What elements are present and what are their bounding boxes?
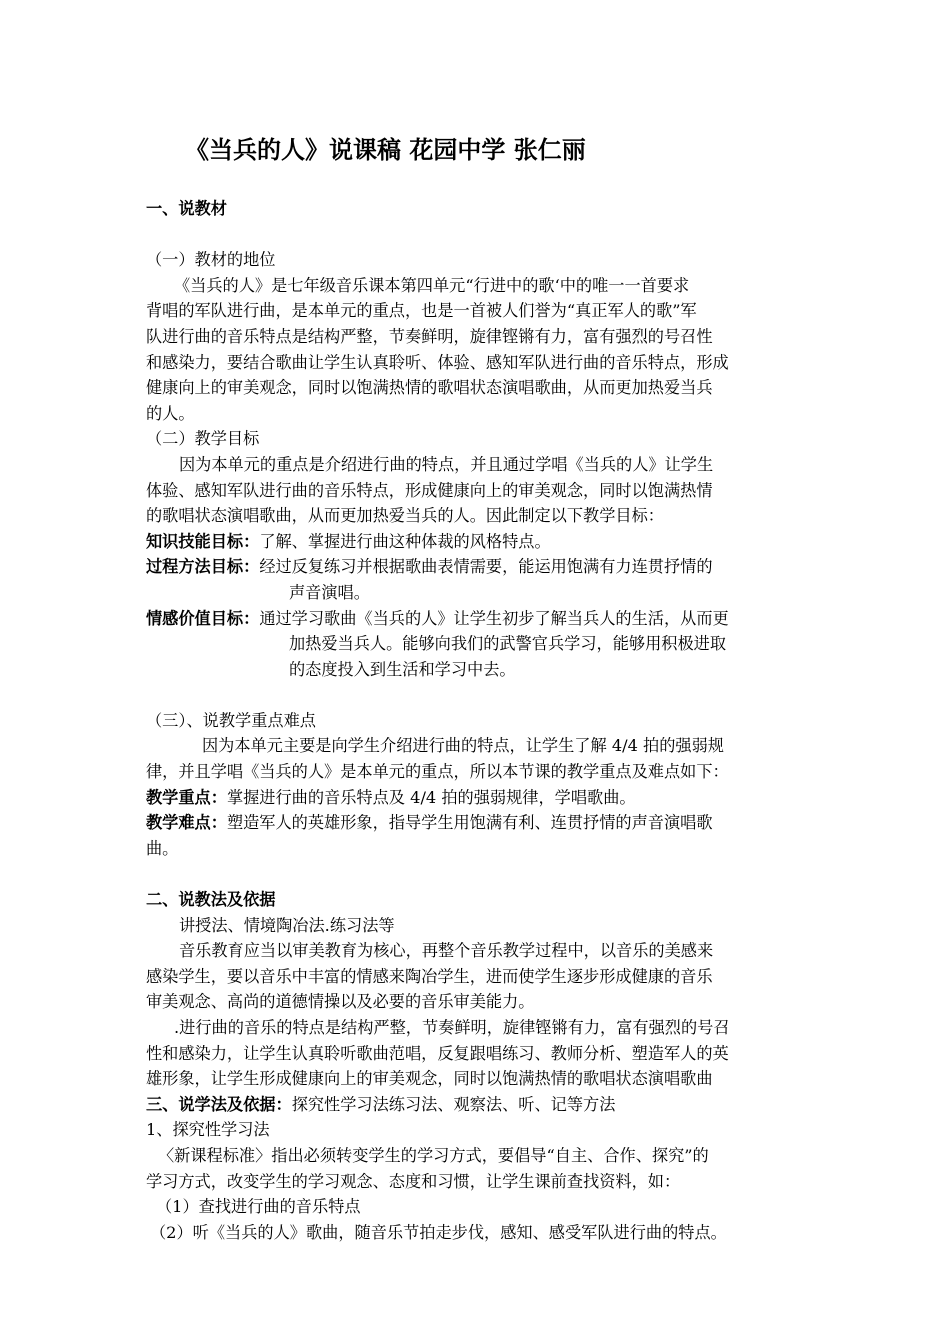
- goal-knowledge: [146, 529, 808, 555]
- teaching-difficulty: [146, 810, 808, 836]
- paragraph-line: 审美观念、高尚的道德情操以及必要的音乐审美能力。: [146, 992, 535, 1012]
- goal-process-continued: 声音演唱。: [289, 582, 370, 602]
- paragraph-line: 队进行曲的音乐特点是结构严整，节奏鲜明，旋律铿锵有力，富有强烈的号召性: [146, 326, 713, 346]
- section-3-methods: 探究性学习法练习法、观察法、听、记等方法: [291, 1094, 616, 1114]
- difficulty-continued: 曲。: [146, 838, 179, 858]
- key-point-text: 掌握进行曲的音乐特点及 4/4 拍的强弱规律，学唱歌曲。: [226, 787, 636, 807]
- methods-line: 讲授法、情境陶冶法.练习法等: [179, 915, 395, 935]
- paragraph-line: 音乐教育应当以审美教育为核心，再整个音乐教学过程中，以音乐的美感来: [179, 941, 714, 961]
- paragraph-line: 学习方式，改变学生的学习观念、态度和习惯，让学生课前查找资料，如：: [146, 1171, 681, 1191]
- key-point-label: 教学重点：: [146, 787, 227, 807]
- paragraph-line: 和感染力，要结合歌曲让学生认真聆听、体验、感知军队进行曲的音乐特点，形成: [146, 352, 729, 372]
- paragraph-line: 性和感染力，让学生认真聆听歌曲范唱，反复跟唱练习、教师分析、塑造军人的英: [146, 1043, 729, 1063]
- subsection-1-1-heading: （一）教材的地位: [146, 250, 276, 270]
- paragraph-line: 的歌唱状态演唱歌曲，从而更加热爱当兵的人。因此制定以下教学目标：: [146, 506, 664, 526]
- paragraph-line: .进行曲的音乐的特点是结构严整，节奏鲜明，旋律铿锵有力，富有强烈的号召: [174, 1018, 730, 1037]
- difficulty-text: 塑造军人的英雄形象，指导学生用饱满有利、连贯抒情的声音演唱歌: [226, 813, 713, 833]
- subsection-3-1-heading: 1、探究性学习法: [146, 1120, 270, 1140]
- goal-emotion-text: 通过学习歌曲《当兵的人》让学生初步了解当兵人的生活，从而更: [259, 608, 729, 628]
- section-3-heading: 三、说学法及依据：: [146, 1094, 292, 1114]
- spacer: [146, 682, 808, 708]
- paragraph-line: 因为本单元主要是向学生介绍进行曲的特点，让学生了解 4/4 拍的强弱规: [202, 736, 724, 756]
- subsection-1-2-heading: （二）教学目标: [146, 429, 260, 449]
- paragraph-line: 感染学生，要以音乐中丰富的情感来陶冶学生，进而使学生逐步形成健康的音乐: [146, 966, 713, 986]
- paragraph-line: 健康向上的审美观念，同时以饱满热情的歌唱状态演唱歌曲，从而更加热爱当兵: [146, 378, 713, 398]
- paragraph-line: 雄形象，让学生形成健康向上的审美观念，同时以饱满热情的歌唱状态演唱歌曲: [146, 1069, 713, 1089]
- goal-process: [146, 554, 808, 580]
- goal-process-text: 经过反复练习并根据歌曲表情需要，能运用饱满有力连贯抒情的: [259, 557, 713, 577]
- section-2-heading: 二、说教法及依据: [146, 890, 276, 910]
- paragraph-line: 背唱的军队进行曲，是本单元的重点，也是一首被人们誉为“真正军人的歌”军: [146, 301, 697, 321]
- goal-knowledge-text: 了解、掌握进行曲这种体裁的风格特点。: [259, 531, 551, 551]
- spacer: [146, 861, 808, 887]
- goal-process-label: 过程方法目标：: [146, 557, 260, 577]
- page-title: 《当兵的人》说课稿 花园中学 张仁丽: [185, 135, 586, 164]
- section-3-heading-line: [146, 1092, 808, 1118]
- subsection-1-3-heading: （三）、说教学重点难点: [146, 710, 316, 730]
- paragraph-line: 的人。: [146, 403, 195, 423]
- goal-knowledge-label: 知识技能目标：: [146, 531, 260, 551]
- goal-emotion: [146, 606, 808, 632]
- paragraph-line: 《当兵的人》是七年级音乐课本第四单元“行进中的歌‘中的唯一一首要求: [174, 275, 690, 295]
- paragraph-line: 体验、感知军队进行曲的音乐特点，形成健康向上的审美观念，同时以饱满热情: [146, 480, 713, 500]
- goal-emotion-label: 情感价值目标：: [146, 608, 260, 628]
- difficulty-label: 教学难点：: [146, 813, 227, 833]
- document-body: [146, 196, 808, 1245]
- goal-emotion-continued: 加热爱当兵人。能够向我们的武警官兵学习，能够用积极进取: [289, 634, 727, 654]
- goal-emotion-continued: 的态度投入到生活和学习中去。: [289, 659, 516, 679]
- teaching-key-point: [146, 785, 808, 811]
- spacer: [146, 222, 808, 248]
- paragraph-line: 律，并且学唱《当兵的人》是本单元的重点，所以本节课的教学重点及难点如下：: [146, 762, 729, 782]
- list-item: （2）听《当兵的人》歌曲，随音乐节拍走步伐，感知、感受军队进行曲的特点。: [150, 1222, 727, 1242]
- list-item: （1）查找进行曲的音乐特点: [156, 1197, 361, 1217]
- paragraph-line: 因为本单元的重点是介绍进行曲的特点，并且通过学唱《当兵的人》让学生: [179, 454, 714, 474]
- section-1-heading: 一、说教材: [146, 199, 227, 218]
- paragraph-line: 〈新课程标准〉指出必须转变学生的学习方式，要倡导“自主、合作、探究”的: [158, 1145, 709, 1165]
